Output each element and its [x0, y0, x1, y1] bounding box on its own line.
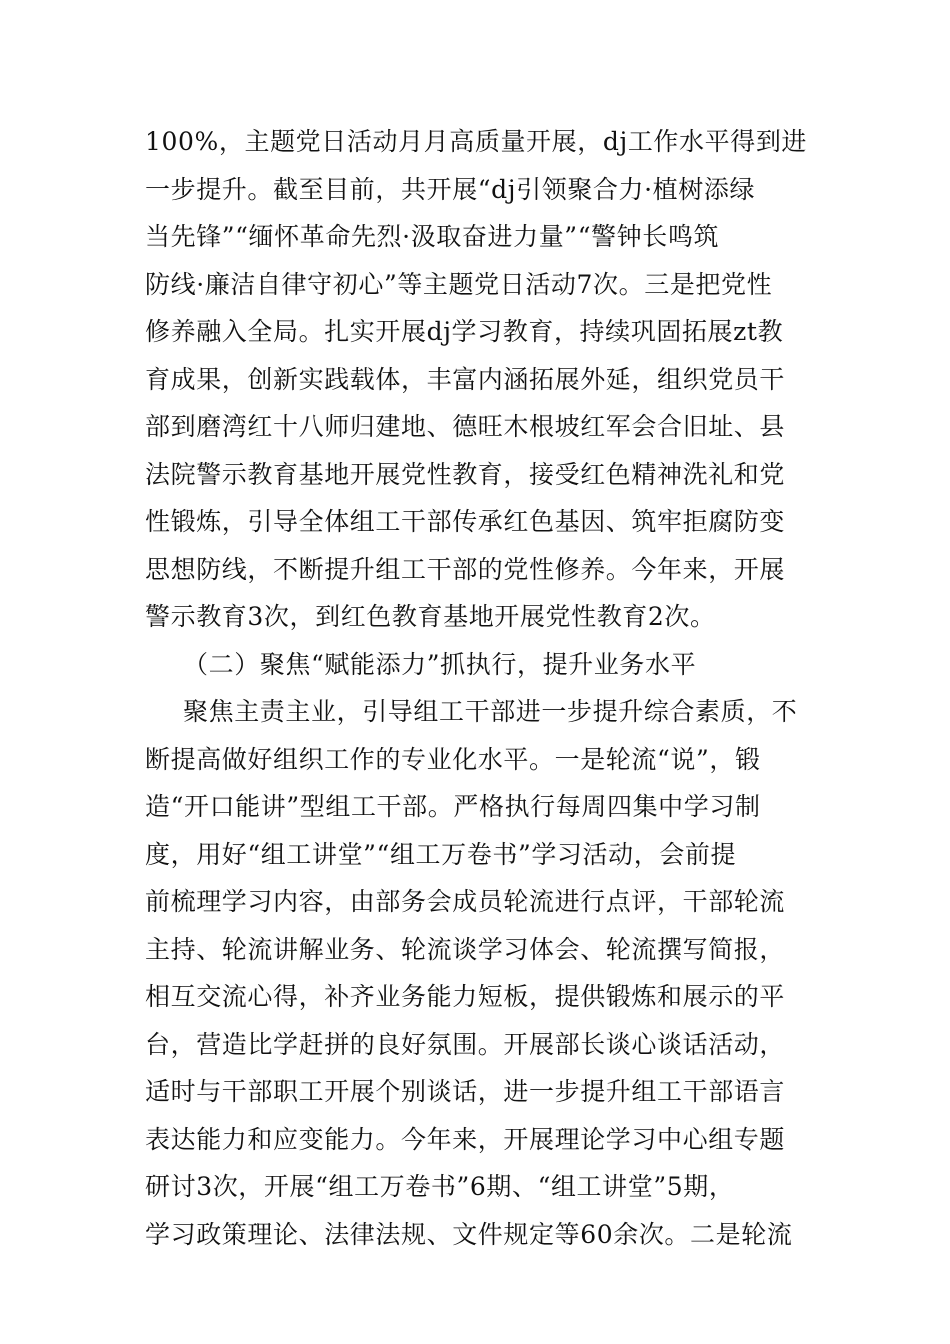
text-line: 当先锋”“缅怀革命先烈·汲取奋进力量”“警钟长鸣筑: [145, 222, 720, 251]
text-line: 防线·廉洁自律守初心”等主题党日活动7次。三是把党性: [145, 269, 773, 299]
text-line: 断提高做好组织工作的专业化水平。一是轮流“说”，锻: [145, 744, 761, 774]
text-line: 研讨3次，开展“组工万卷书”6期、“组工讲堂”5期，: [145, 1172, 735, 1201]
section-heading: （二）聚焦“赋能添力”抓执行，提升业务水平: [183, 649, 697, 679]
text-line: 表达能力和应变能力。今年来，开展理论学习中心组专题: [145, 1124, 786, 1154]
text-line: 100%，主题党日活动月月高质量开展，dj工作水平得到进: [145, 127, 808, 156]
text-line: 修养融入全局。扎实开展dj学习教育，持续巩固拓展zt教: [145, 317, 784, 346]
text-line: 适时与干部职工开展个别谈话，进一步提升组工干部语言: [145, 1077, 786, 1106]
text-line: 相互交流心得，补齐业务能力短板，提供锻炼和展示的平: [145, 982, 786, 1011]
text-line: 度，用好“组工讲堂”“组工万卷书”学习活动，会前提: [145, 839, 737, 869]
text-line: 台，营造比学赶拼的良好氛围。开展部长谈心谈话活动，: [145, 1029, 786, 1059]
text-line: 部到磨湾红十八师归建地、德旺木根坡红军会合旧址、县: [145, 412, 786, 441]
text-line: 思想防线，不断提升组工干部的党性修养。今年来，开展: [145, 554, 786, 584]
text-line: 一步提升。截至目前，共开展“dj引领聚合力·植树添绿: [145, 174, 756, 204]
text-line: 前梳理学习内容，由部务会成员轮流进行点评，干部轮流: [145, 887, 786, 916]
text-line: 学习政策理论、法律法规、文件规定等60余次。二是轮流: [145, 1219, 793, 1249]
text-line: 法院警示教育基地开展党性教育，接受红色精神洗礼和党: [145, 459, 786, 489]
text-line: 主持、轮流讲解业务、轮流谈学习体会、轮流撰写简报，: [145, 934, 786, 964]
paragraph-first-line: 聚焦主责主业，引导组工干部进一步提升综合素质，不: [183, 697, 798, 726]
text-line: 育成果，创新实践载体，丰富内涵拓展外延，组织党员干: [145, 364, 786, 394]
text-line: 警示教育3次，到红色教育基地开展党性教育2次。: [145, 602, 716, 631]
text-line: 性锻炼，引导全体组工干部传承红色基因、筑牢拒腐防变: [145, 507, 786, 536]
document-body: [145, 118, 810, 1258]
text-line: 造“开口能讲”型组工干部。严格执行每周四集中学习制: [145, 792, 761, 821]
